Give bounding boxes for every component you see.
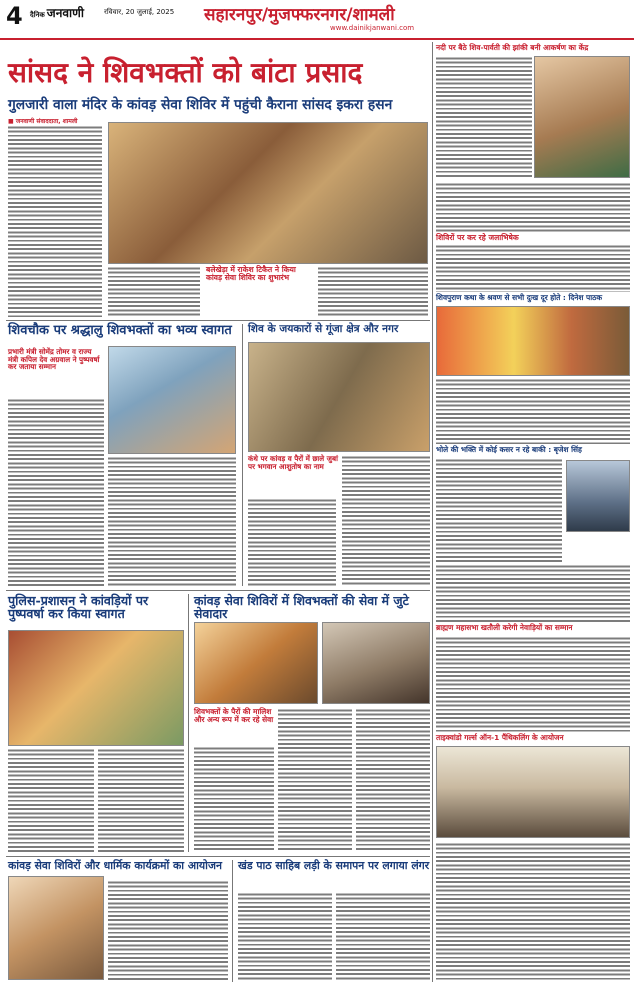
right-group-photo bbox=[436, 746, 630, 838]
row3-photo-a bbox=[8, 630, 184, 746]
right-headline-5: ब्राह्मण महासभा खतौली करेगी नेवाड़ियों का सम्मान bbox=[436, 623, 573, 632]
right-body-5 bbox=[436, 458, 562, 562]
row2-subheadline-a: प्रभारी मंत्री सोमेंद्र तोमर व राज्य मंत्री कपिल देव अग्रवाल ने पुष्पवर्षा कर जताया सम्मान bbox=[8, 347, 100, 372]
row2-body-b bbox=[248, 498, 336, 586]
right-photo-2 bbox=[436, 306, 630, 376]
row3-body-b bbox=[194, 746, 274, 852]
website-url: www.dainikjanwani.com bbox=[330, 24, 415, 32]
row3-photo-c bbox=[322, 622, 430, 704]
section-title: सहारनपुर/मुजफ्फरनगर/शामली bbox=[204, 5, 395, 25]
row3-subheadline-b: शिवभक्तों के पैरों की मालिश और अन्य रूप में कर रहे सेवा bbox=[194, 707, 274, 724]
row2-headline-b: शिव के जयकारों से गूंजा क्षेत्र और नगर bbox=[248, 323, 399, 335]
lead-sub-caption: बलेखेड़ा में राकेश टिकैत ने किया कांवड़ सेवा शिविर का शुभारंभ bbox=[206, 265, 296, 282]
date: रविवार, 20 जुलाई, 2025 bbox=[104, 8, 175, 16]
row3-body-b2 bbox=[278, 708, 352, 852]
right-portrait bbox=[566, 460, 630, 532]
lead-body-2 bbox=[108, 266, 200, 318]
row3-body-a2 bbox=[98, 748, 184, 852]
page-number: 4 bbox=[6, 2, 23, 30]
row4-body-b2 bbox=[336, 892, 430, 980]
row2-body-a2 bbox=[108, 456, 236, 586]
right-headline-4: भोले की भक्ति में कोई कसर न रहे बाकी : बृजेश सिंह bbox=[436, 445, 582, 454]
row4-body-b bbox=[238, 892, 332, 980]
lead-photo bbox=[108, 122, 428, 264]
row2-body-a bbox=[8, 398, 104, 586]
row2-photo-b bbox=[248, 342, 430, 452]
row3-headline-b: कांवड़ सेवा शिविरों में शिवभक्तों की सेवा में जुटे सेवादार bbox=[194, 593, 409, 622]
right-body-3 bbox=[436, 244, 630, 292]
row2-headline-a: शिवचौक पर श्रद्धालु शिवभक्तों का भव्य स्वागत bbox=[8, 323, 232, 338]
right-body-8 bbox=[436, 842, 630, 982]
right-body-6 bbox=[436, 564, 630, 622]
right-headline-3: शिवपुराण कथा के श्रवण से सभी दुःख दूर होते : दिनेश पाठक bbox=[436, 293, 603, 302]
brand-logo: दैनिक जनवाणी bbox=[30, 6, 84, 20]
right-headline-6: ताइक्वांडो गर्ल्स ऑन-1 पैंथिकलिंग के आयोजन bbox=[436, 733, 564, 742]
row2-photo-a bbox=[108, 346, 236, 454]
lead-body bbox=[8, 125, 102, 317]
right-top-headline: नदी पर बैठे शिव-पार्वती की झांकी बनी आकर्षण का केंद्र bbox=[436, 43, 589, 52]
right-top-photo bbox=[534, 56, 630, 178]
right-top-body bbox=[436, 56, 532, 178]
right-headline-2: शिविरों पर कर रहे जलाभिषेक bbox=[436, 233, 519, 242]
right-body-7 bbox=[436, 636, 630, 732]
row4-photo-a bbox=[8, 876, 104, 980]
row2-subheadline-b: कंधे पर कांवड़ व पैरों में छाले जुबां पर भगवान आशुतोष का नाम bbox=[248, 454, 338, 471]
right-body-2 bbox=[436, 182, 630, 232]
row4-body-a bbox=[108, 880, 228, 980]
row3-headline-a: पुलिस-प्रशासन ने कांवड़ियों पर पुष्पवर्षा कर किया स्वागत bbox=[8, 593, 149, 622]
row2-body-b2 bbox=[342, 455, 430, 586]
lead-byline: ■ जनवाणी संवाददाता, शामली bbox=[8, 118, 78, 125]
row3-body-a bbox=[8, 748, 94, 852]
lead-headline: सांसद ने शिवभक्तों को बांटा प्रसाद bbox=[8, 56, 363, 89]
row3-body-b3 bbox=[356, 708, 430, 852]
right-body-4 bbox=[436, 378, 630, 444]
masthead bbox=[0, 0, 634, 40]
row3-photo-b bbox=[194, 622, 318, 704]
row4-headline-b: खंड पाठ साहिब लड़ी के समापन पर लगाया लंगर bbox=[238, 859, 430, 872]
row4-headline-a: कांवड़ सेवा शिविरों और धार्मिक कार्यक्रमों का आयोजन bbox=[8, 859, 222, 872]
lead-body-3 bbox=[318, 266, 428, 318]
lead-subheadline: गुलजारी वाला मंदिर के कांवड़ सेवा शिविर में पहुंची कैराना सांसद इकरा हसन bbox=[8, 97, 393, 113]
